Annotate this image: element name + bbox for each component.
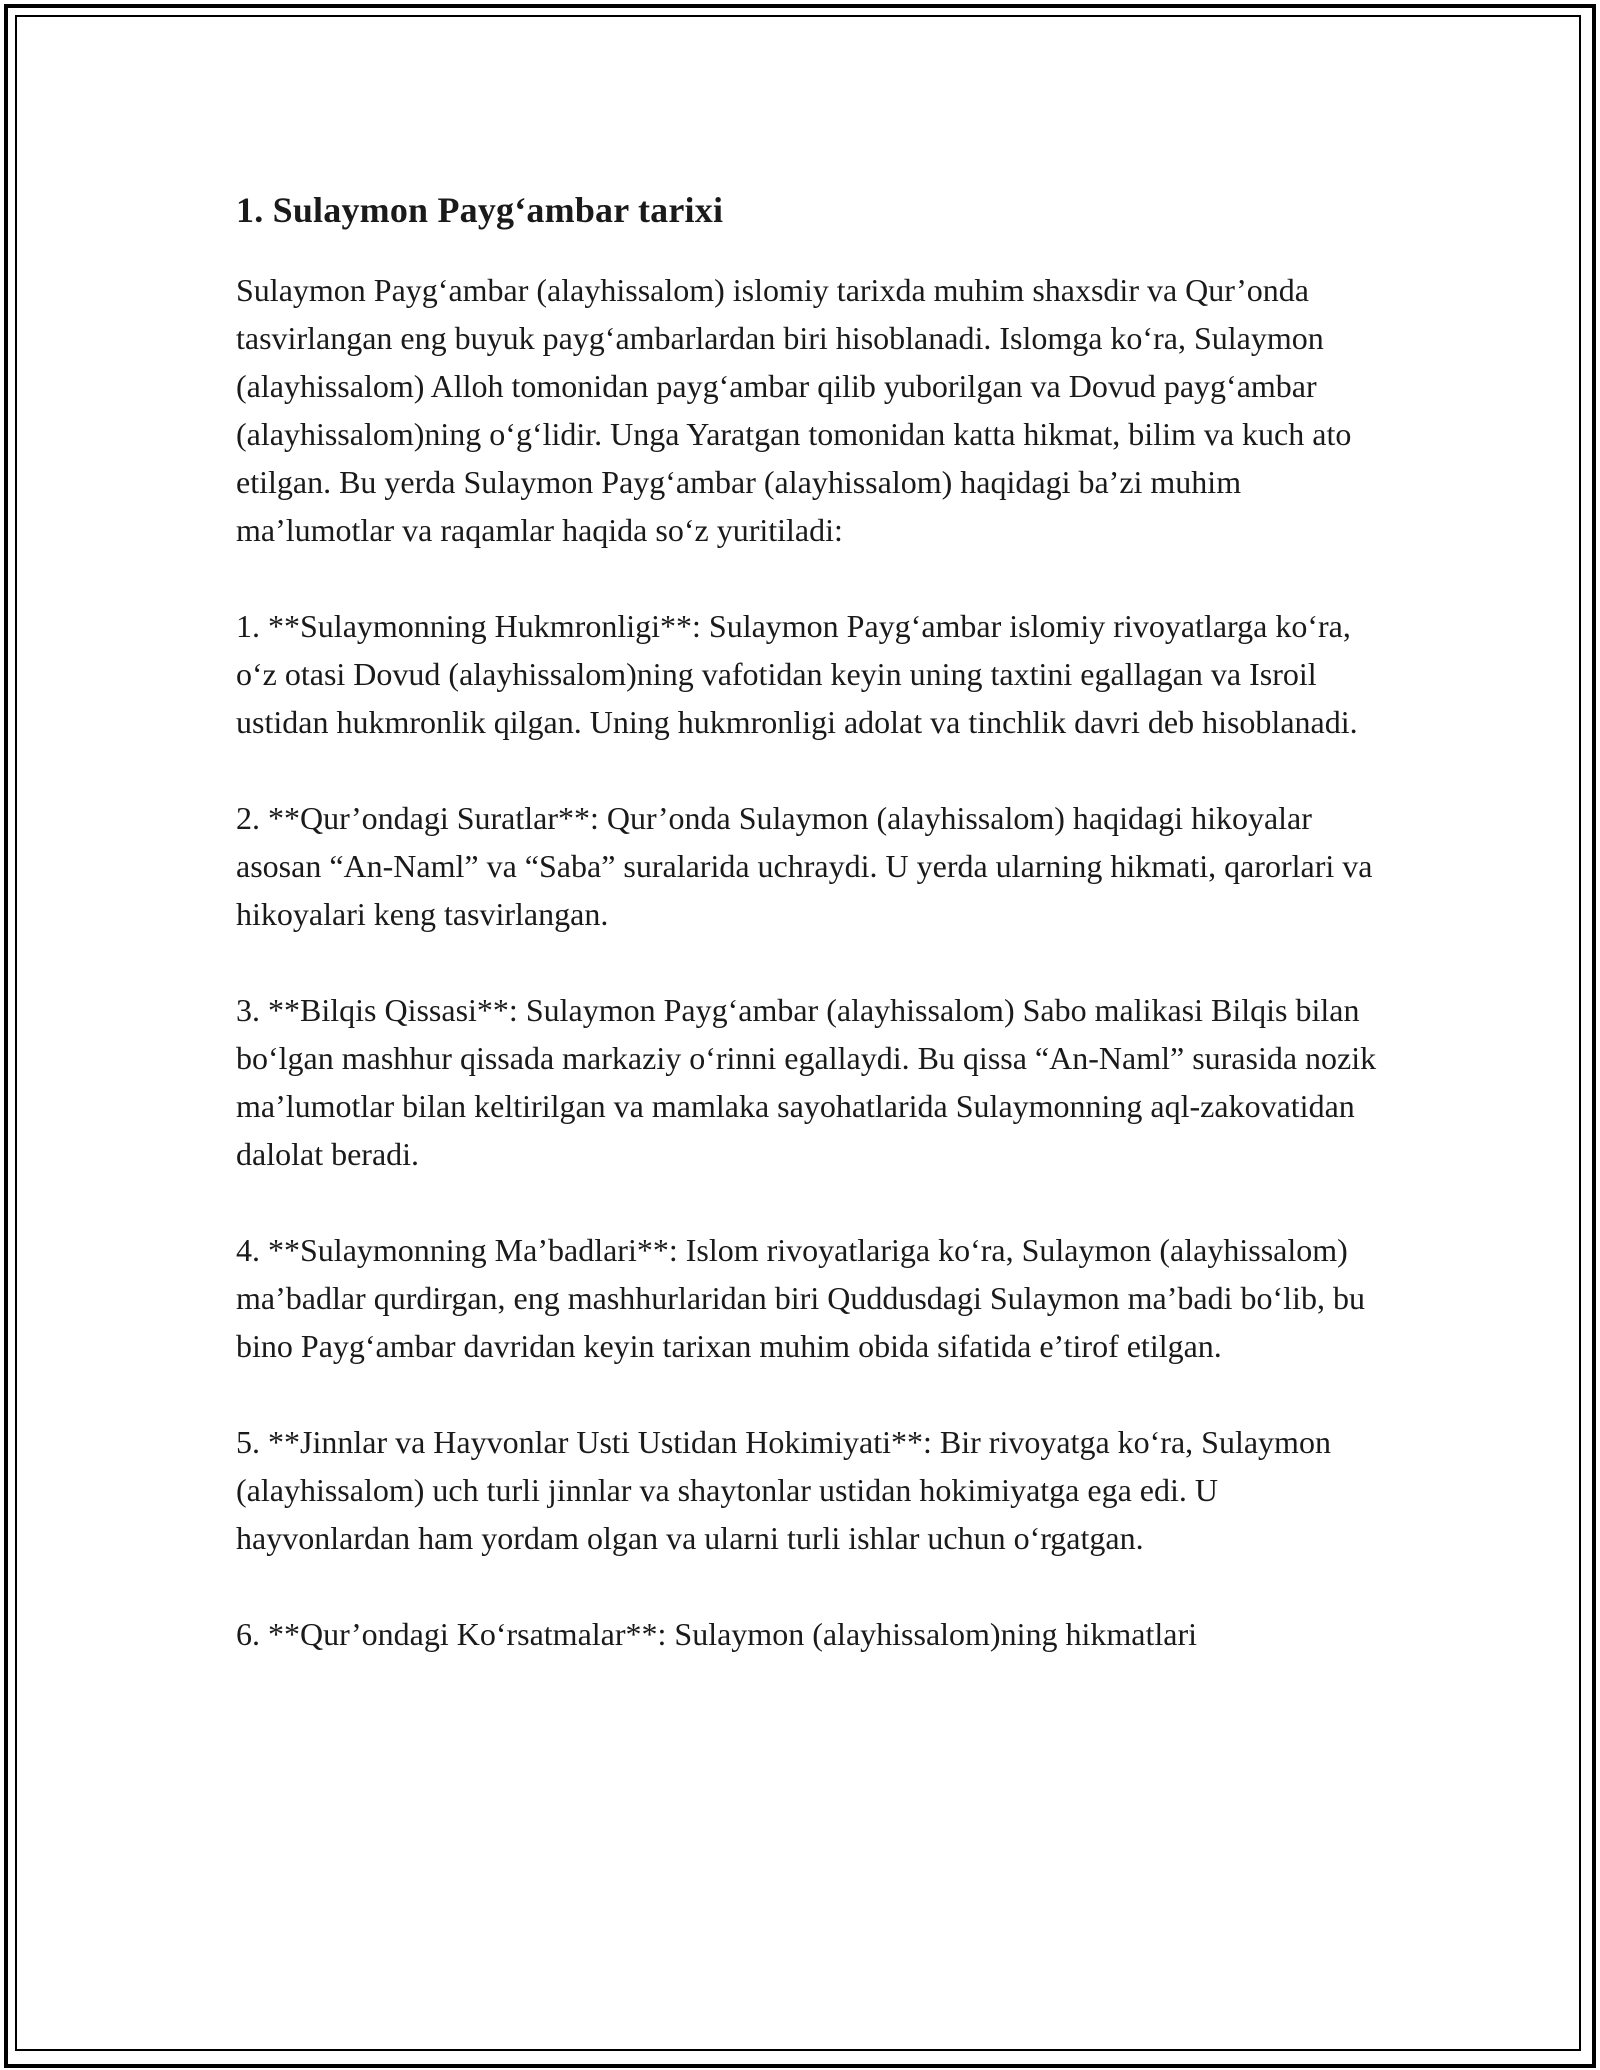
list-item-5: 5. **Jinnlar va Hayvonlar Usti Ustidan Hokimiyati**: Bir rivoyatga ko‘ra, Sulaymon (alayhissalom) uch turli jinnlar va shaytonlar ustidan hokimiyatga ega edi. U hayvonlardan ham yordam olgan va ularni turli ishlar uchun o‘rgatgan. [236,1424,1331,1556]
list-item-6: 6. **Qur’ondagi Ko‘rsatmalar**: Sulaymon (alayhissalom)ning hikmatlari [236,1616,1197,1652]
list-item-3: 3. **Bilqis Qissasi**: Sulaymon Payg‘ambar (alayhissalom) Sabo malikasi Bilqis bilan bo‘lgan mashhur qissada markaziy o‘rinni egallaydi. Bu qissa “An-Naml” surasida nozik ma’lumotlar bilan keltirilgan va mamlaka sayohatlarida Sulaymonning aql-zakovatidan dalolat beradi. [236,992,1377,1172]
list-item-4: 4. **Sulaymonning Ma’badlari**: Islom rivoyatlariga ko‘ra, Sulaymon (alayhissalom) ma’badlar qurdirgan, eng mashhurlaridan biri Quddusdagi Sulaymon ma’badi bo‘lib, bu bino Payg‘ambar davridan keyin tarixan muhim obida sifatida e’tirof etilgan. [236,1232,1365,1364]
list-item-1: 1. **Sulaymonning Hukmronligi**: Sulaymon Payg‘ambar islomiy rivoyatlarga ko‘ra, o‘z otasi Dovud (alayhissalom)ning vafotidan keyin uning taxtini egallagan va Isroil ustidan hukmronlik qilgan. Uning hukmronligi adolat va tinchlik davri deb hisoblanadi. [236,608,1358,740]
intro-paragraph: Sulaymon Payg‘ambar (alayhissalom) islomiy tarixda muhim shaxsdir va Qur’onda tasvirlangan eng buyuk payg‘ambarlardan biri hisoblanadi. Islomga ko‘ra, Sulaymon (alayhissalom) Alloh tomonidan payg‘ambar qilib yuborilgan va Dovud payg‘ambar (alayhissalom)ning o‘g‘lidir. Unga Yaratgan tomonidan katta hikmat, bilim va kuch ato etilgan. Bu yerda Sulaymon Payg‘ambar (alayhissalom) haqidagi ba’zi muhim ma’lumotlar va raqamlar haqida so‘z yuritiladi: [236,272,1352,548]
document-title: 1. Sulaymon Payg‘ambar tarixi [236,190,724,230]
list-item-2: 2. **Qur’ondagi Suratlar**: Qur’onda Sulaymon (alayhissalom) haqidagi hikoyalar asosan “An-Naml” va “Saba” suralarida uchraydi. U yerda ularning hikmati, qarorlari va hikoyalari keng tasvirlangan. [236,800,1373,932]
document-body [236,186,1396,1706]
